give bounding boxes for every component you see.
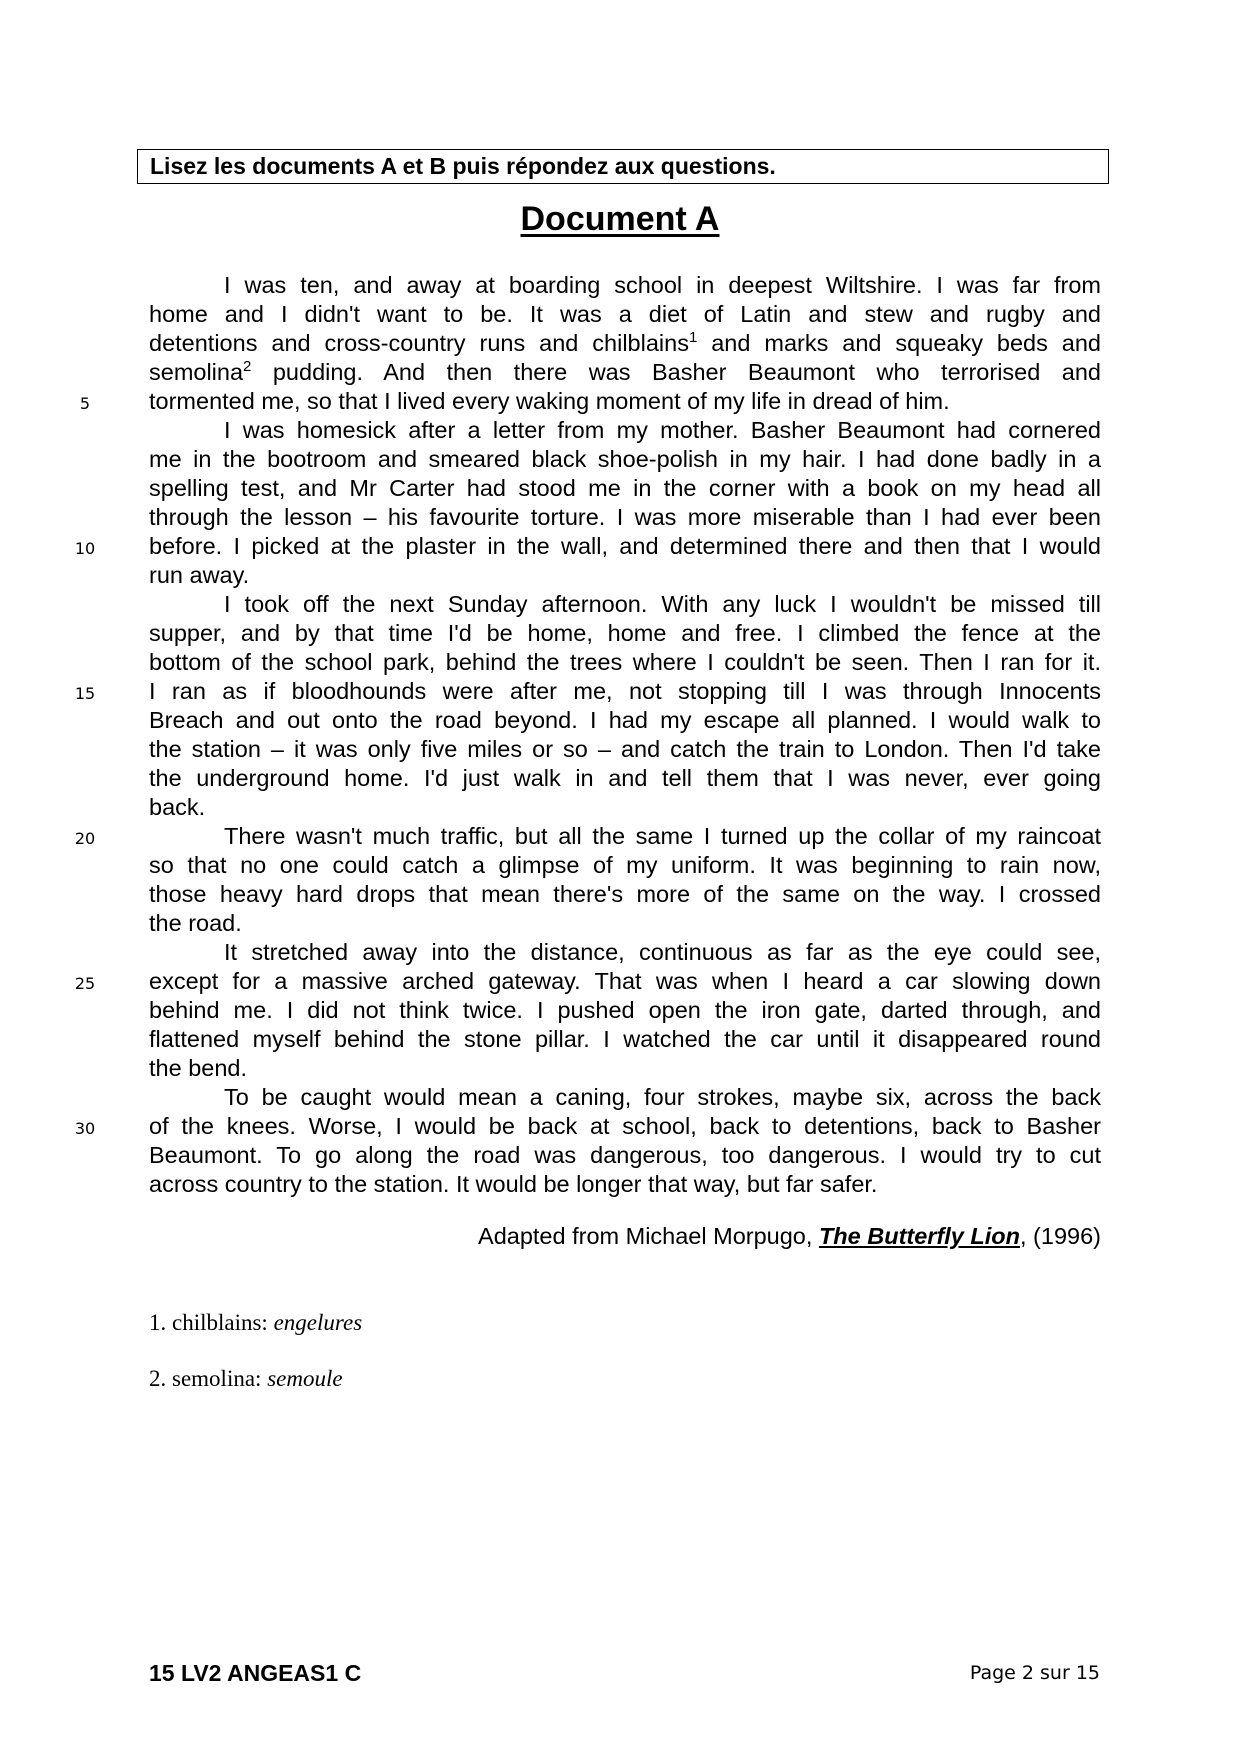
footnote-term: 2. semolina: [149, 1366, 268, 1391]
text-line: To be caught would mean a caning, four strokes, maybe six, across the back [224, 1084, 1101, 1110]
line-number: 5 [79, 394, 91, 413]
text-line: me in the bootroom and smeared black shoe-polish in my hair. I had done badly in a [149, 446, 1101, 472]
footnote [149, 1308, 362, 1338]
text-line: supper, and by that time I'd be home, home and free. I climbed the fence at the [149, 620, 1101, 646]
text-line: the underground home. I'd just walk in and tell them that I was never, ever going [149, 765, 1101, 791]
line-number: 20 [74, 829, 96, 848]
book-title: The Butterfly Lion [818, 1223, 1020, 1249]
text-line: bottom of the school park, behind the trees where I couldn't be seen. Then I ran for it. [149, 649, 1101, 675]
exam-code: 15 LV2 ANGEAS1 C [149, 1660, 362, 1686]
page-number: Page 2 sur 15 [969, 1662, 1100, 1684]
footnote [149, 1364, 343, 1394]
text-line: of the knees. Worse, I would be back at school, back to detentions, back to Basher [149, 1113, 1101, 1139]
text-line: Breach and out onto the road beyond. I had my escape all planned. I would walk to [149, 707, 1101, 733]
footnote-translation: semoule [267, 1366, 343, 1391]
text-line: I ran as if bloodhounds were after me, not stopping till I was through Innocents [149, 678, 1101, 704]
source-citation [149, 1222, 1101, 1251]
text-line: so that no one could catch a glimpse of my uniform. It was beginning to rain now, [149, 852, 1101, 878]
text-line: back. [149, 794, 206, 820]
text-line: except for a massive arched gateway. That was when I heard a car slowing down [149, 968, 1101, 994]
text-line [149, 358, 1101, 387]
footnote-translation: engelures [273, 1310, 363, 1335]
text-line: behind me. I did not think twice. I pushed open the iron gate, darted through, and [149, 997, 1101, 1023]
text-line: run away. [149, 562, 250, 588]
text-line [149, 329, 1101, 358]
text-line: I was ten, and away at boarding school in deepest Wiltshire. I was far from [224, 272, 1101, 298]
citation-suffix: , (1996) [1020, 1223, 1101, 1249]
footnote-marker: 2 [243, 358, 252, 375]
line-number: 15 [74, 684, 96, 703]
text-fragment: semolina [149, 359, 244, 385]
text-line: across country to the station. It would be longer that way, but far safer. [149, 1171, 878, 1197]
citation-prefix: Adapted from Michael Morpugo, [478, 1223, 819, 1249]
line-number: 10 [74, 539, 96, 558]
text-fragment: detentions and cross-country runs and chilblains [149, 330, 689, 356]
text-line: I took off the next Sunday afternoon. With any luck I wouldn't be missed till [224, 591, 1101, 617]
text-line: There wasn't much traffic, but all the same I turned up the collar of my raincoat [224, 823, 1101, 849]
text-line: flattened myself behind the stone pillar. I watched the car until it disappeared round [149, 1026, 1101, 1052]
text-line: I was homesick after a letter from my mother. Basher Beaumont had cornered [224, 417, 1101, 443]
text-line: before. I picked at the plaster in the wall, and determined there and then that I would [149, 533, 1101, 559]
text-line: through the lesson – his favourite torture. I was more miserable than I had ever been [149, 504, 1101, 530]
text-line: the road. [149, 910, 242, 936]
text-fragment: pudding. And then there was Basher Beaumont who terrorised and [251, 359, 1101, 385]
text-line: the bend. [149, 1055, 248, 1081]
text-fragment: and marks and squeaky beds and [697, 330, 1101, 356]
text-line: spelling test, and Mr Carter had stood me in the corner with a book on my head all [149, 475, 1101, 501]
line-number: 25 [74, 974, 96, 993]
footnote-marker: 1 [688, 329, 698, 346]
text-line: those heavy hard drops that mean there's more of the same on the way. I crossed [149, 881, 1101, 907]
text-line: Beaumont. To go along the road was dangerous, too dangerous. I would try to cut [149, 1142, 1101, 1168]
text-line: the station – it was only five miles or so – and catch the train to London. Then I'd take [149, 736, 1101, 762]
footnote-term: 1. chilblains: [149, 1310, 274, 1335]
instruction-box: Lisez les documents A et B puis répondez aux questions. [137, 149, 1109, 184]
line-number: 30 [74, 1119, 96, 1138]
text-line: tormented me, so that I lived every waking moment of my life in dread of him. [149, 388, 950, 414]
text-line: It stretched away into the distance, continuous as far as the eye could see, [224, 939, 1101, 965]
text-line: home and I didn't want to be. It was a diet of Latin and stew and rugby and [149, 301, 1101, 327]
document-title: Document A [520, 200, 720, 238]
